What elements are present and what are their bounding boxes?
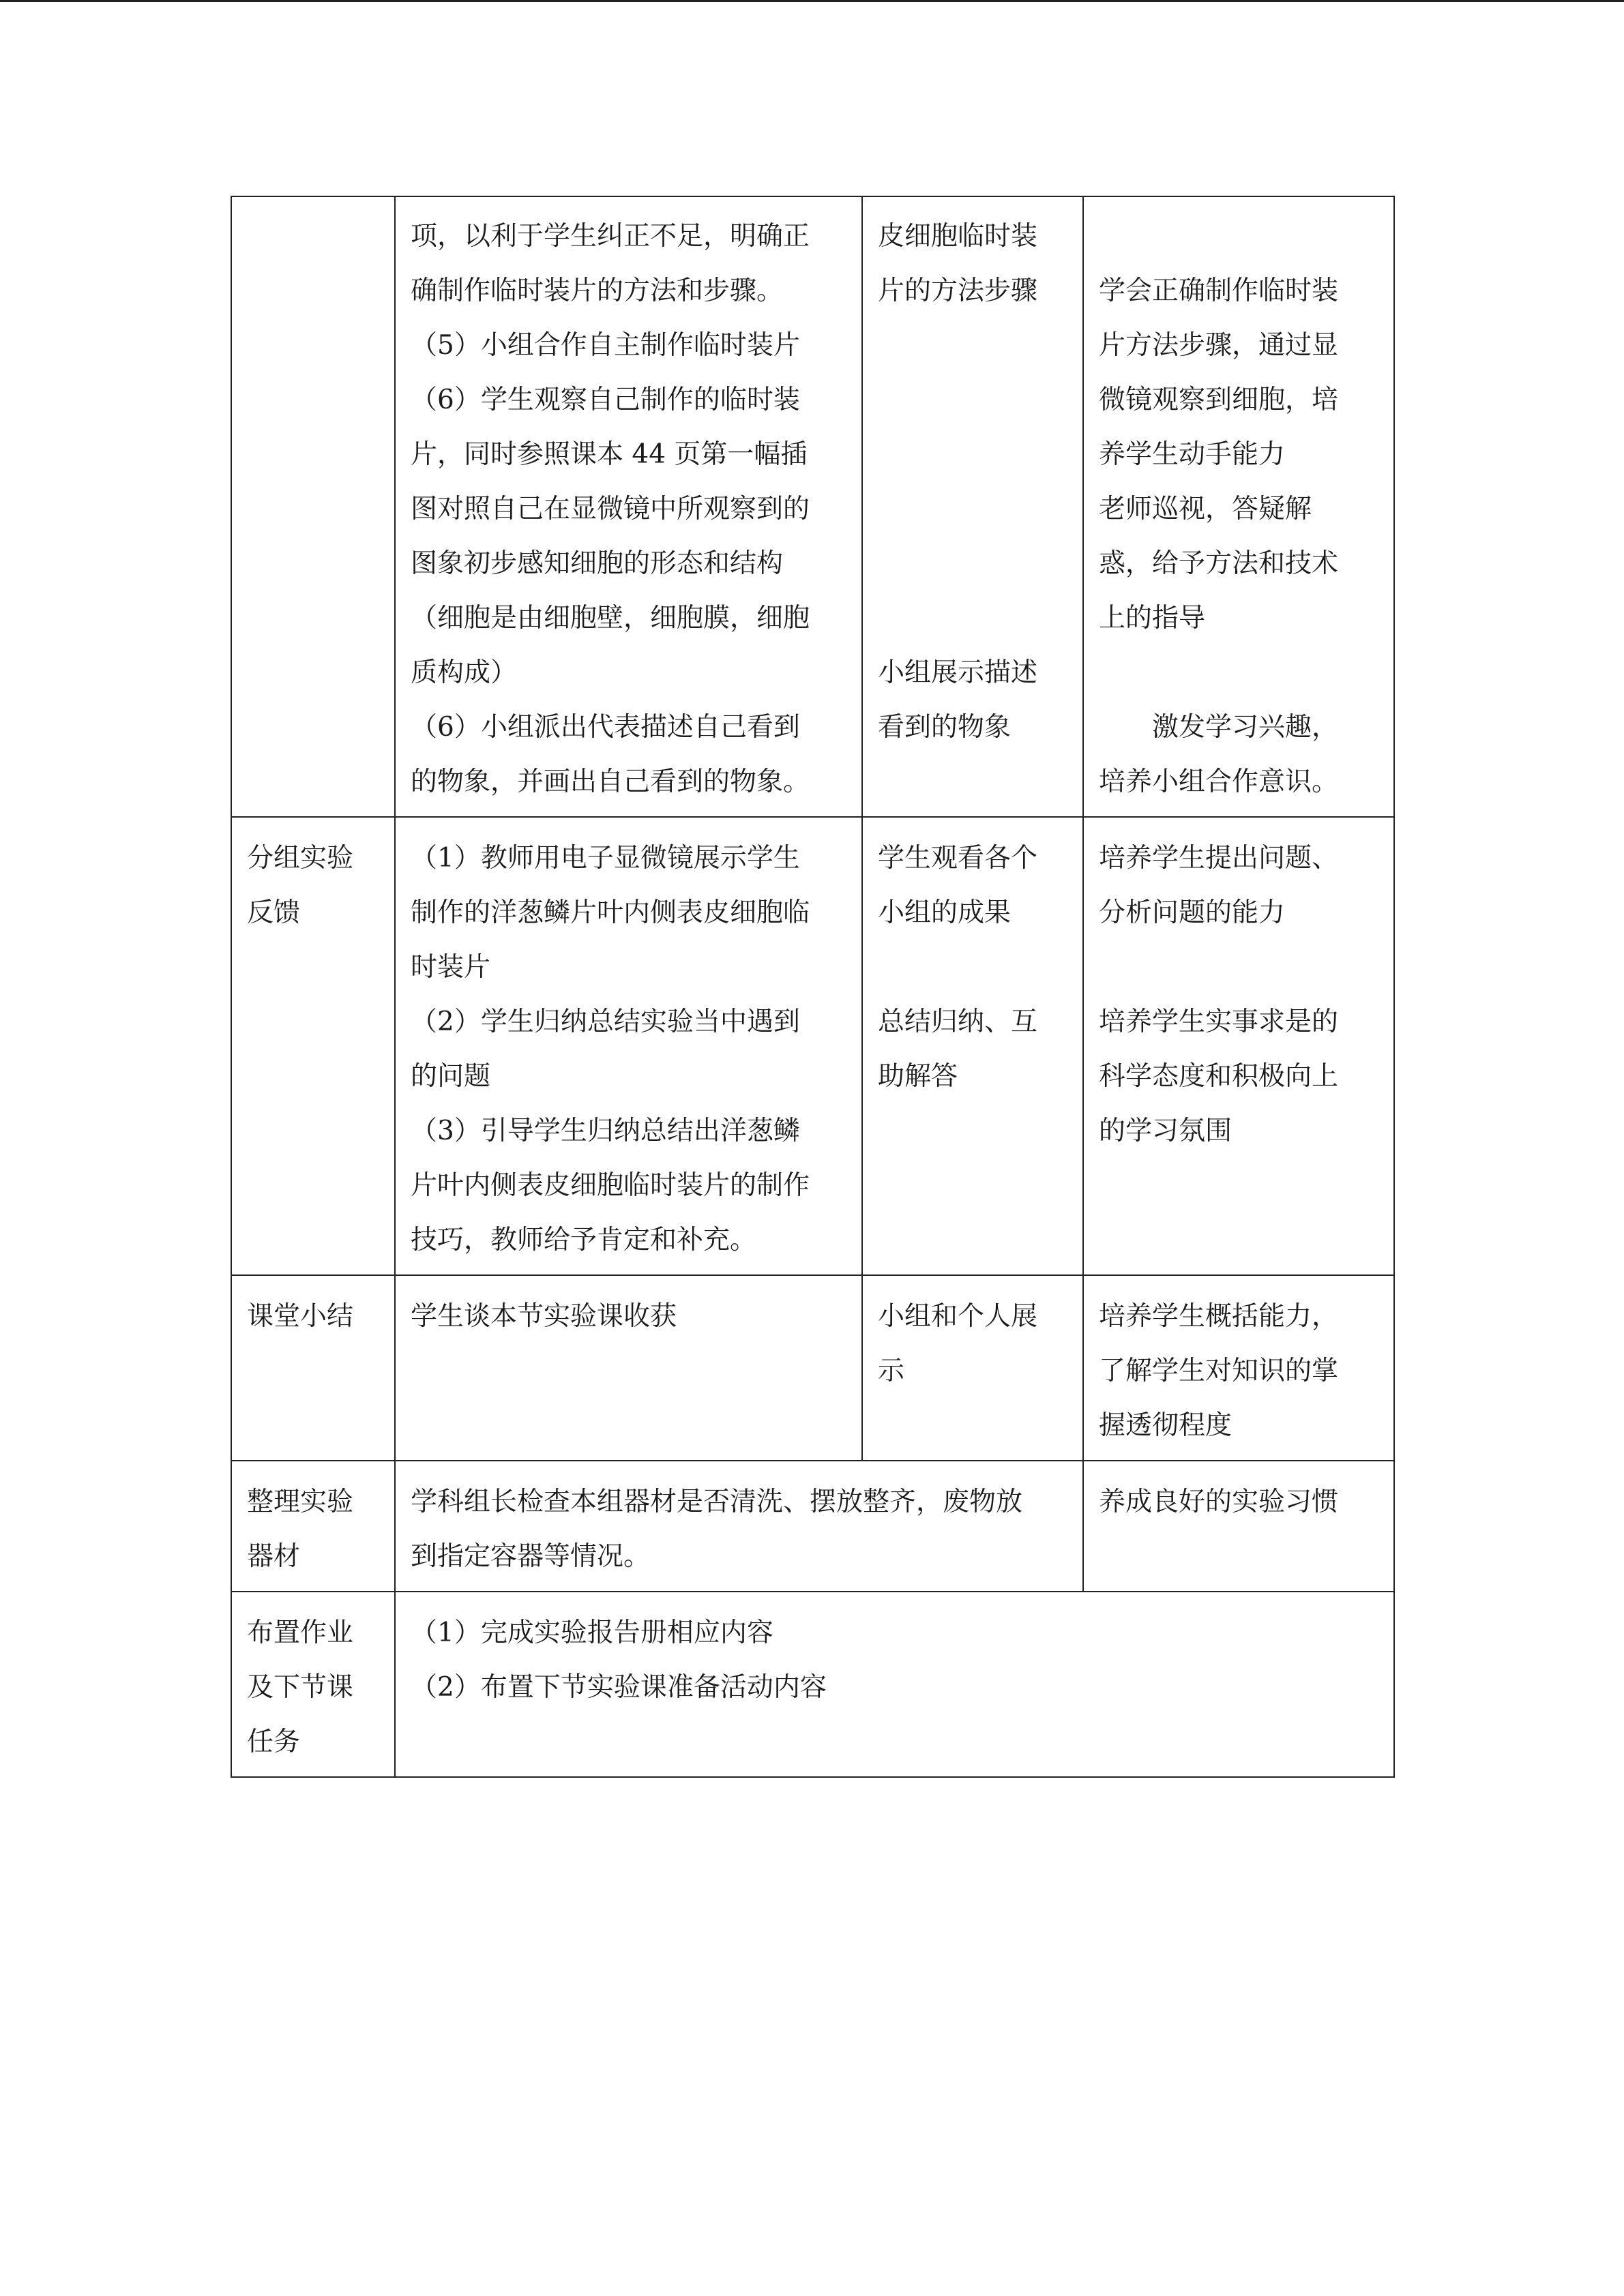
purpose-line: 培养学生提出问题、	[1099, 843, 1339, 874]
stage-cell	[231, 1275, 395, 1461]
process-line: （5）小组合作自主制作临时装片	[411, 330, 800, 361]
process-line: 片，同时参照课本 44 页第一幅插	[411, 439, 808, 470]
purpose-cell	[1083, 1275, 1394, 1461]
stage-line: 器材	[247, 1541, 301, 1572]
process-line: 技巧，教师给予肯定和补充。	[411, 1225, 757, 1255]
process-line: （6）学生观察自己制作的临时装	[411, 385, 800, 415]
student-line: 示	[878, 1356, 905, 1386]
process-cell	[395, 817, 862, 1275]
process-line: 的问题	[411, 1061, 491, 1092]
purpose-line: 激发学习兴趣，	[1152, 712, 1339, 743]
stage-cell	[231, 817, 395, 1275]
page-top-border	[0, 0, 1624, 2]
purpose-line: 学会正确制作临时装	[1099, 275, 1339, 306]
stage-cell	[231, 196, 395, 817]
purpose-line: 握透彻程度	[1099, 1410, 1232, 1441]
student-activity-cell	[862, 196, 1083, 817]
purpose-line: 培养学生实事求是的	[1099, 1007, 1339, 1037]
process-line: 学科组长检查本组器材是否清洗、摆放整齐，废物放	[411, 1487, 1023, 1517]
purpose-line: 上的指导	[1099, 603, 1206, 633]
table-row	[231, 1592, 1394, 1777]
purpose-line: 了解学生对知识的掌	[1099, 1356, 1339, 1386]
process-line: （细胞是由细胞壁，细胞膜，细胞	[411, 603, 810, 633]
purpose-line: 惑，给予方法和技术	[1099, 548, 1339, 579]
stage-line: 及下节课	[247, 1672, 354, 1703]
table-row	[231, 1461, 1394, 1592]
process-line: （6）小组派出代表描述自己看到	[411, 712, 800, 743]
table-row	[231, 817, 1394, 1275]
student-activity-cell	[862, 1275, 1083, 1461]
process-line: （3）引导学生归纳总结出洋葱鳞	[411, 1116, 800, 1146]
student-line: 片的方法步骤	[878, 275, 1038, 306]
student-line: 看到的物象	[878, 712, 1012, 743]
process-line: （2）学生归纳总结实验当中遇到	[411, 1007, 800, 1037]
student-line: 助解答	[878, 1061, 958, 1092]
stage-cell	[231, 1592, 395, 1777]
homework-line: （1）完成实验报告册相应内容	[411, 1617, 773, 1648]
student-line: 皮细胞临时装	[878, 221, 1038, 252]
process-cell	[395, 1275, 862, 1461]
purpose-line: 养成良好的实验习惯	[1099, 1487, 1339, 1517]
purpose-line: 培养学生概括能力，	[1099, 1301, 1339, 1332]
lesson-plan-table	[231, 196, 1395, 1778]
purpose-cell	[1083, 1461, 1394, 1592]
stage-line: 分组实验	[247, 843, 354, 874]
purpose-line: 科学态度和积极向上	[1099, 1061, 1339, 1092]
stage-line: 任务	[247, 1727, 301, 1757]
process-line: 学生谈本节实验课收获	[411, 1301, 677, 1332]
process-line: （1）教师用电子显微镜展示学生	[411, 843, 800, 874]
stage-line: 整理实验	[247, 1487, 354, 1517]
stage-line: 课堂小结	[247, 1301, 354, 1332]
homework-line: （2）布置下节实验课准备活动内容	[411, 1672, 827, 1703]
student-line: 小组和个人展	[878, 1301, 1038, 1332]
student-line: 总结归纳、互	[878, 1007, 1038, 1037]
process-cell	[395, 1461, 1083, 1592]
process-line: 质构成）	[411, 657, 518, 688]
student-line: 学生观看各个	[878, 843, 1038, 874]
stage-line: 布置作业	[247, 1617, 354, 1648]
student-line: 小组的成果	[878, 897, 1012, 928]
purpose-line: 微镜观察到细胞，培	[1099, 385, 1339, 415]
process-line: 的物象，并画出自己看到的物象。	[411, 766, 810, 797]
student-activity-cell	[862, 817, 1083, 1275]
process-line: 图象初步感知细胞的形态和结构	[411, 548, 784, 579]
homework-cell	[395, 1592, 1394, 1777]
process-line: 确制作临时装片的方法和步骤。	[411, 275, 784, 306]
table-row	[231, 1275, 1394, 1461]
purpose-line: 老师巡视，答疑解	[1099, 494, 1312, 524]
process-cell	[395, 196, 862, 817]
process-line: 项，以利于学生纠正不足，明确正	[411, 221, 810, 252]
process-line: 到指定容器等情况。	[411, 1541, 651, 1572]
stage-line: 反馈	[247, 897, 301, 928]
process-line: 片叶内侧表皮细胞临时装片的制作	[411, 1170, 810, 1201]
stage-cell	[231, 1461, 395, 1592]
table-row	[231, 196, 1394, 817]
purpose-cell	[1083, 817, 1394, 1275]
purpose-line: 分析问题的能力	[1099, 897, 1286, 928]
process-line: 图对照自己在显微镜中所观察到的	[411, 494, 810, 524]
process-line: 时装片	[411, 952, 491, 983]
purpose-line: 养学生动手能力	[1099, 439, 1286, 470]
process-line: 制作的洋葱鳞片叶内侧表皮细胞临	[411, 897, 810, 928]
purpose-cell	[1083, 196, 1394, 817]
purpose-line: 的学习氛围	[1099, 1116, 1232, 1146]
student-line: 小组展示描述	[878, 657, 1038, 688]
purpose-line: 培养小组合作意识。	[1099, 766, 1339, 797]
purpose-line: 片方法步骤，通过显	[1099, 330, 1339, 361]
